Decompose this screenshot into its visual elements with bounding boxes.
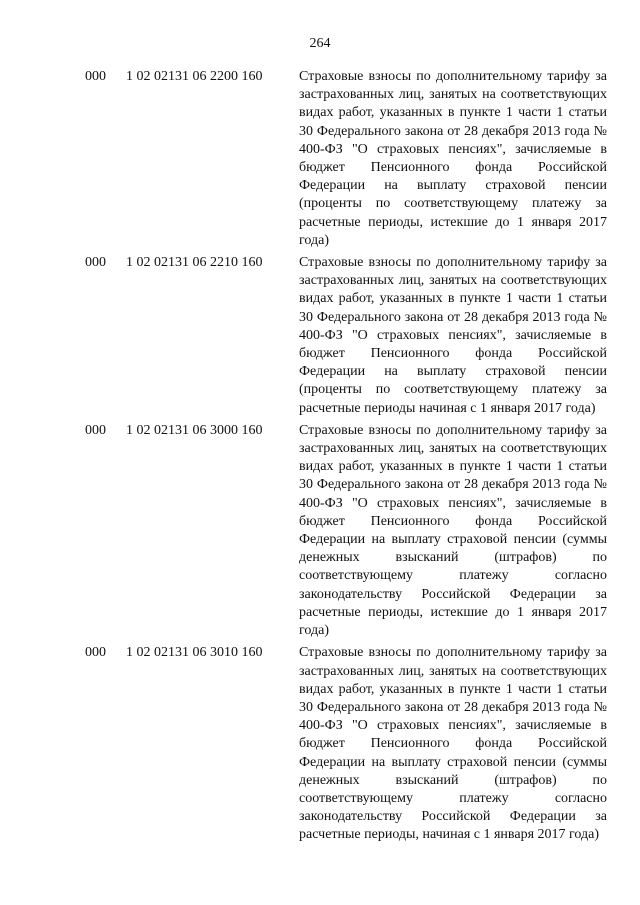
kbk-code: 1 02 02131 06 2210 160 bbox=[126, 255, 263, 271]
admin-code: 000 bbox=[85, 645, 106, 661]
kbk-description: Страховые взносы по дополнительному тарифу за застрахованных лиц, занятых на соответствующих видах работ, указанных в пункте 1 части 1 статьи 30 Федерального закона от 28 декабря 2013 года № 400-ФЗ "О страховых пенсиях", зачисляемые в бюджет Пенсионного фонда Российской Федерации на выплату страховой пенсии (суммы денежных взысканий (штрафов) по соответствующему платежу согласно законодательству Российской Федерации за расчетные периоды, начиная с 1 января 2017 года) bbox=[299, 645, 607, 843]
kbk-description: Страховые взносы по дополнительному тарифу за застрахованных лиц, занятых на соответствующих видах работ, указанных в пункте 1 части 1 статьи 30 Федерального закона от 28 декабря 2013 года № 400-ФЗ "О страховых пенсиях", зачисляемые в бюджет Пенсионного фонда Российской Федерации на выплату страховой пенсии (проценты по соответствующему платежу за расчетные периоды начиная с 1 января 2017 года) bbox=[299, 255, 607, 416]
kbk-code: 1 02 02131 06 3010 160 bbox=[126, 645, 263, 661]
kbk-entry bbox=[0, 644, 640, 844]
admin-code: 000 bbox=[85, 255, 106, 271]
kbk-entry bbox=[0, 68, 640, 250]
kbk-entry bbox=[0, 422, 640, 640]
page-number: 264 bbox=[309, 36, 331, 51]
kbk-description: Страховые взносы по дополнительному тарифу за застрахованных лиц, занятых на соответствующих видах работ, указанных в пункте 1 части 1 статьи 30 Федерального закона от 28 декабря 2013 года № 400-ФЗ "О страховых пенсиях", зачисляемые в бюджет Пенсионного фонда Российской Федерации на выплату страховой пенсии (проценты по соответствующему платежу за расчетные периоды, истекшие до 1 января 2017 года) bbox=[299, 69, 607, 248]
admin-code: 000 bbox=[85, 422, 106, 438]
kbk-code: 1 02 02131 06 3000 160 bbox=[126, 422, 263, 438]
kbk-entries-list bbox=[0, 68, 640, 849]
kbk-entry bbox=[0, 254, 640, 418]
admin-code: 000 bbox=[85, 69, 106, 84]
kbk-code: 1 02 02131 06 2200 160 bbox=[126, 69, 263, 84]
kbk-description: Страховые взносы по дополнительному тарифу за застрахованных лиц, занятых на соответствующих видах работ, указанных в пункте 1 части 1 статьи 30 Федерального закона от 28 декабря 2013 года № 400-ФЗ "О страховых пенсиях", зачисляемые в бюджет Пенсионного фонда Российской Федерации на выплату страховой пенсии (суммы денежных взысканий (штрафов) по соответствующему платежу согласно законодательству Российской Федерации за расчетные периоды, истекшие до 1 января 2017 года) bbox=[299, 422, 607, 639]
